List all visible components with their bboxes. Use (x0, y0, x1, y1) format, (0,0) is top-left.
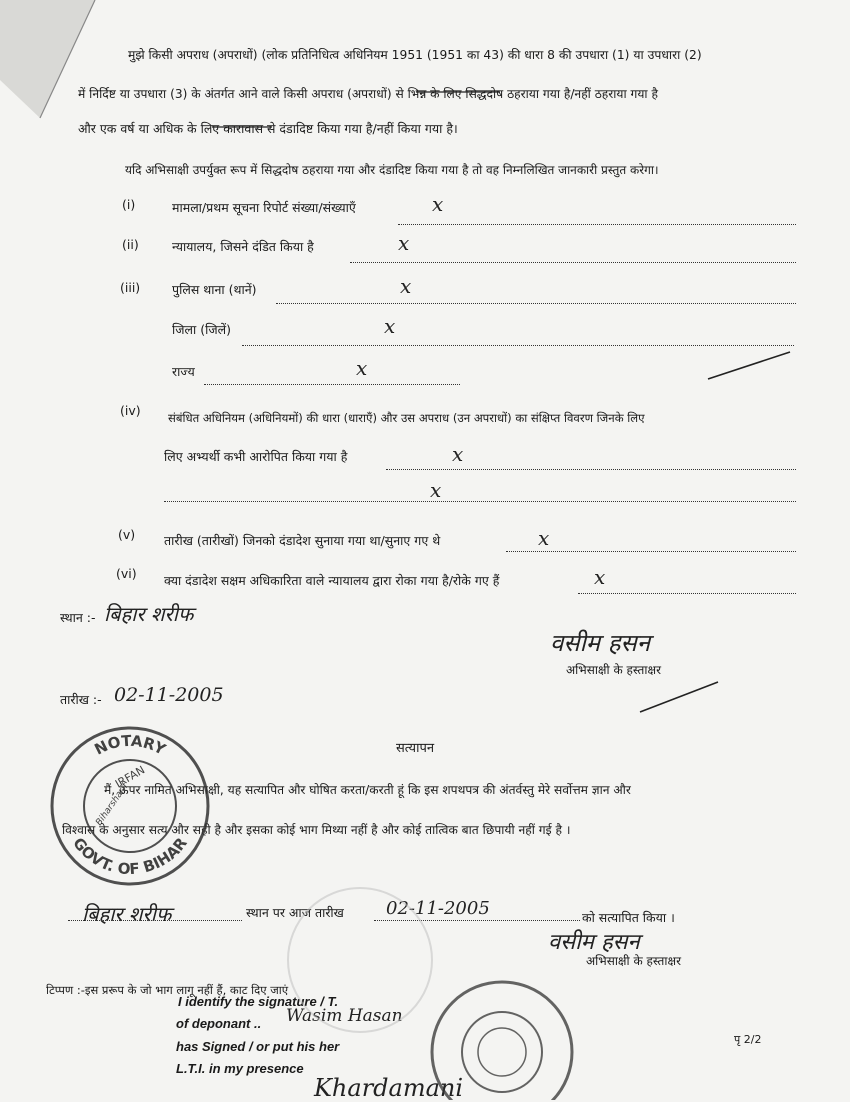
verification-line-2: विश्वास के अनुसार सत्य और सही है और इसका कोई भाग मिथ्या नहीं है और कोई तात्विक बात छिपायी नहीं गई है । (62, 823, 571, 837)
paragraph-line-2: में निर्दिष्ट या उपधारा (3) के अंतर्गत आने वाले किसी अपराध (अपराधों) से भिन्न के लिए सिद्धदोष ठहराया गया है/नहीं ठहराया गया है (78, 87, 658, 101)
district-seal (432, 982, 572, 1100)
item-number-ii: (ii) (122, 237, 139, 252)
item-mark-vi: x (594, 565, 606, 589)
item-mark-state: x (356, 356, 368, 380)
item-number-vi: (vi) (116, 566, 137, 581)
item-number-i: (i) (122, 197, 136, 212)
item-label-iv-line1: संबंधित अधिनियम (अधिनियमों) की धारा (धाराएँ) और उस अपराध (उन अपराधों) का संक्षिप्त विवरण जिनके लिए (168, 411, 645, 425)
place-value: बिहार शरीफ (104, 602, 194, 626)
item-label-district: जिला (जिलें) (172, 322, 231, 337)
intro-text: यदि अभिसाक्षी उपर्युक्त रूप में सिद्धदोष ठहराया गया और दंडादिष्ट किया गया है तो वह निम्नलिखित जानकारी प्रस्तुत करेगा। (125, 163, 659, 177)
identification-line-2: of deponant .. (176, 1016, 262, 1031)
folded-corner (0, 0, 95, 118)
item-number-v: (v) (118, 527, 136, 542)
item-mark-ii: x (398, 231, 410, 255)
signature-caption-2: अभिसाक्षी के हस्ताक्षर (586, 954, 681, 968)
item-label-ii: न्यायालय, जिसने दंडित किया है (172, 239, 314, 254)
paragraph-line-3: और एक वर्ष या अधिक के लिए कारावास से दंडादिष्ट किया गया है/नहीं किया गया है। (78, 121, 458, 136)
date-label: तारीख :- (60, 692, 102, 707)
pen-stroke-1 (708, 352, 790, 379)
identification-deponent-name: Wasim Hasan (286, 1006, 403, 1026)
identification-line-4: L.T.I. in my presence (176, 1061, 304, 1076)
item-label-iii: पुलिस थाना (थानें) (172, 282, 257, 297)
deponent-signature-1: वसीम हसन (550, 629, 651, 657)
svg-text:NOTARY (92, 732, 170, 759)
page-number: पृ 2/2 (734, 1033, 762, 1046)
verification-line-1: मैं, ऊपर नामित अभिसाक्षी, यह सत्यापित और घोषित करता/करती हूं कि इस शपथपत्र की अंतर्वस्तु मेरे सर्वोत्तम ज्ञान और (104, 783, 631, 797)
stamp-bottom-text: GOVT. OF BIHAR (69, 834, 191, 879)
notary-stamp (52, 728, 208, 884)
identification-line-3: has Signed / or put his her (176, 1039, 340, 1054)
item-mark-iv: x (452, 442, 464, 466)
verification-mid-text: स्थान पर आज तारीख (246, 905, 344, 920)
stamp-top-text: NOTARY (91, 731, 169, 759)
item-label-vi: क्या दंडादेश सक्षम अधिकारिता वाले न्यायालय द्वारा रोका गया है/रोके गए हैं (164, 573, 500, 588)
date-value: 02-11-2005 (114, 684, 224, 706)
verification-date-value: 02-11-2005 (386, 898, 490, 919)
item-number-iii: (iii) (120, 280, 141, 295)
item-mark-i: x (432, 192, 444, 216)
item-mark-iv-2: x (430, 478, 442, 502)
place-label: स्थान :- (60, 610, 96, 625)
item-number-iv: (iv) (120, 403, 141, 418)
item-label-v: तारीख (तारीखों) जिनको दंडादेश सुनाया गया था/सुनाए गए थे (164, 533, 441, 548)
item-label-iv-line2: लिए अभ्यर्थी कभी आरोपित किया गया है (164, 449, 348, 464)
item-mark-district: x (384, 314, 396, 338)
verification-end-text: को सत्यापित किया । (582, 910, 675, 925)
faint-seal (288, 888, 432, 1032)
footnote: टिप्पण :-इस प्ररूप के जो भाग लागू नहीं हैं, काट दिए जाएं (46, 983, 289, 997)
identification-line-1: I identify the signature / T. (178, 994, 339, 1009)
signature-caption-1: अभिसाक्षी के हस्ताक्षर (566, 663, 661, 677)
stamp-place-text: Biharsharif (94, 781, 131, 828)
pen-stroke-2 (640, 682, 718, 712)
item-label-state: राज्य (172, 364, 195, 379)
deponent-signature-2: वसीम हसन (548, 930, 640, 955)
identifier-signature: Khardamani (314, 1074, 464, 1102)
paragraph-line-1: मुझे किसी अपराध (अपराधों) (लोक प्रतिनिधित्व अधिनियम 1951 (1951 का 43) की धारा 8 की उपधारा (1) या उपधारा (2) (128, 48, 702, 62)
stamp-name-text: IRFAN (113, 763, 148, 791)
item-label-i: मामला/प्रथम सूचना रिपोर्ट संख्या/संख्याएँ (172, 200, 356, 215)
item-mark-v: x (538, 526, 550, 550)
item-mark-iii: x (400, 274, 412, 298)
verification-heading: सत्यापन (396, 741, 435, 756)
verification-place-value: बिहार शरीफ (82, 902, 172, 926)
